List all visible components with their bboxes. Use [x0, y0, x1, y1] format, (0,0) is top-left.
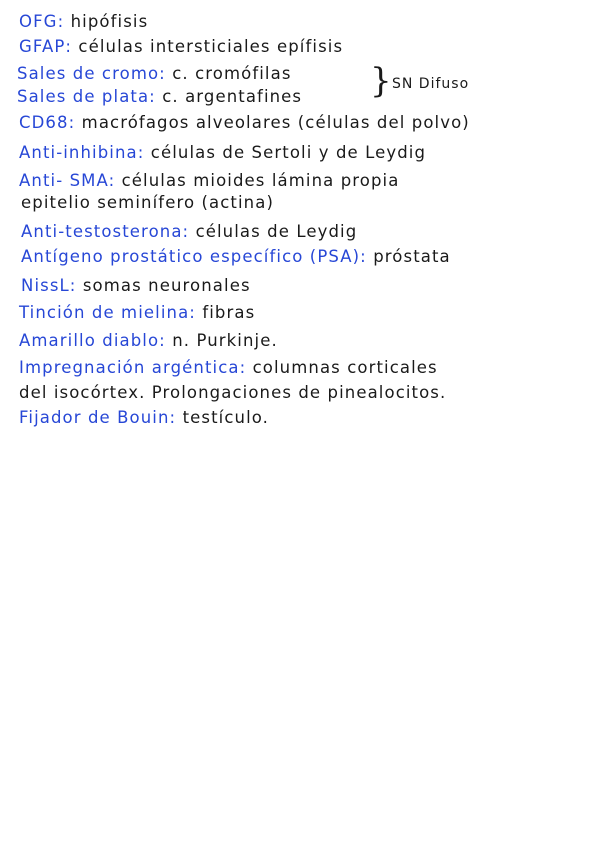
note-term: GFAP:	[19, 37, 73, 56]
note-definition: somas neuronales	[82, 276, 251, 295]
note-term: Impregnación argéntica:	[19, 358, 247, 377]
note-definition: epitelio seminífero (actina)	[21, 193, 274, 212]
note-definition: células de Sertoli y de Leydig	[150, 143, 427, 162]
note-term: NissL:	[21, 276, 77, 295]
note-term: Amarillo diablo:	[19, 331, 166, 350]
note-line-psa	[21, 247, 451, 267]
note-line-impregnacion	[19, 358, 438, 378]
note-definition: próstata	[373, 247, 451, 266]
note-line-amarillo-diablo	[19, 331, 278, 351]
note-line-anti-testosterona	[21, 222, 357, 242]
note-line-impregnacion-cont	[19, 383, 446, 403]
note-line-cd68	[19, 113, 470, 133]
note-definition: células mioides lámina propia	[121, 171, 400, 190]
note-term: Anti-inhibina:	[19, 143, 145, 162]
note-definition: columnas corticales	[252, 358, 438, 377]
note-definition: células de Leydig	[195, 222, 358, 241]
note-line-gfap	[19, 37, 343, 57]
note-definition: del isocórtex. Prolongaciones de pinealocitos.	[19, 383, 447, 402]
note-term: Tinción de mielina:	[19, 303, 196, 322]
note-term: Antígeno prostático específico (PSA):	[21, 247, 367, 266]
note-definition: macrófagos alveolares (células del polvo)	[81, 113, 470, 132]
note-line-sales-plata	[17, 87, 302, 107]
note-definition: testículo.	[182, 408, 270, 427]
note-line-ofg	[19, 12, 148, 32]
note-definition: n. Purkinje.	[172, 331, 278, 350]
note-line-anti-inhibina	[19, 143, 426, 163]
note-term: Fijador de Bouin:	[19, 408, 177, 427]
note-term: OFG:	[19, 12, 65, 31]
note-definition: hipófisis	[70, 12, 149, 31]
note-line-anti-sma-cont	[21, 193, 274, 213]
note-term: Anti- SMA:	[19, 171, 116, 190]
note-definition: fibras	[202, 303, 256, 322]
note-term: Anti-testosterona:	[21, 222, 190, 241]
note-term: Sales de plata:	[17, 87, 156, 106]
note-definition: c. argentafines	[162, 87, 303, 106]
note-line-tincion-mielina	[19, 303, 255, 323]
brace-note: SN Difuso	[392, 76, 470, 92]
note-line-sales-cromo	[17, 64, 292, 84]
note-line-nissl	[21, 276, 251, 296]
note-line-anti-sma	[19, 171, 399, 191]
note-term: Sales de cromo:	[17, 64, 166, 83]
note-definition: células intersticiales epífisis	[78, 37, 344, 56]
note-term: CD68:	[19, 113, 76, 132]
note-definition: c. cromófilas	[172, 64, 292, 83]
note-line-fijador-bouin	[19, 408, 269, 428]
curly-brace: }	[370, 61, 392, 101]
